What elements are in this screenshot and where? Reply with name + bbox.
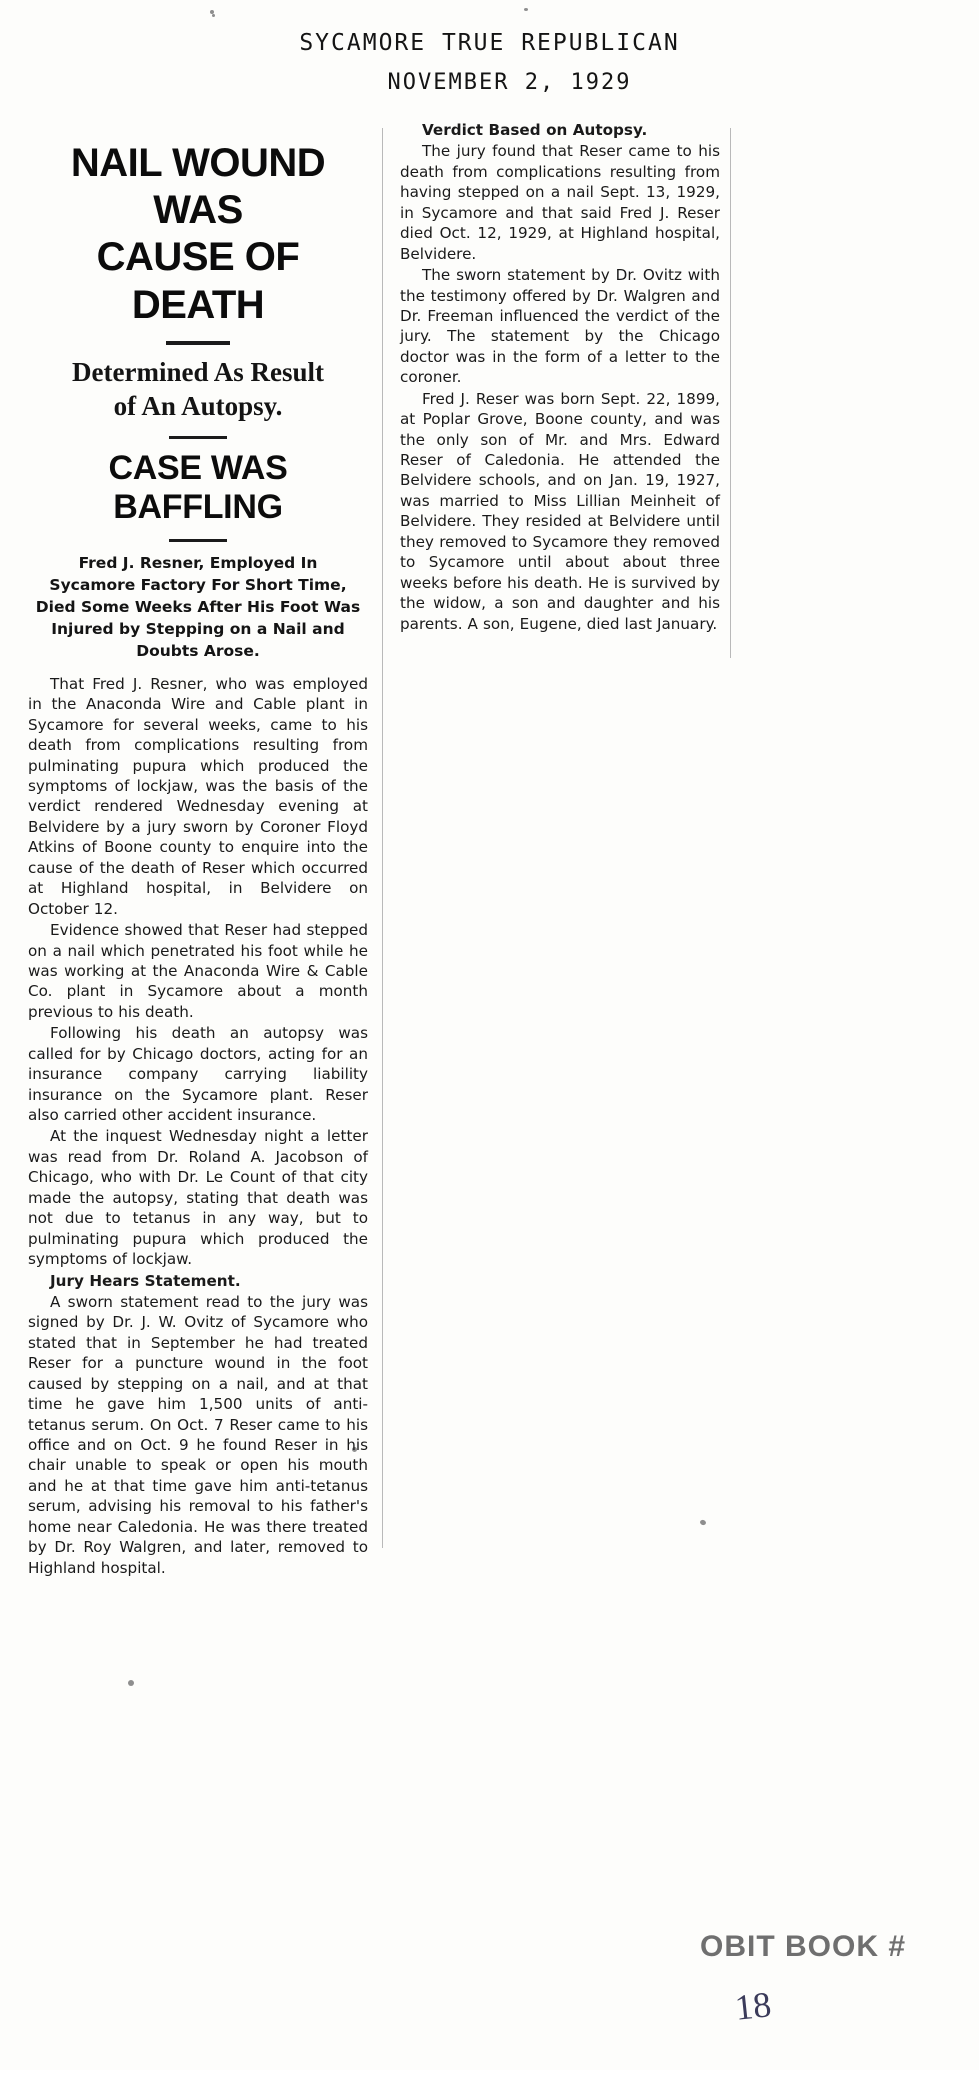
section-heading-jury-hears-statement: Jury Hears Statement. xyxy=(50,1271,241,1290)
right-column xyxy=(400,120,720,635)
column-edge-rule xyxy=(730,128,731,658)
deck-line-1: Determined As Result xyxy=(72,356,324,387)
paragraph: A sworn statement read to the jury was signed by Dr. J. W. Ovitz of Sycamore who stated that in September he had treated Reser for a puncture wound in the foot caused by stepping on a nail, and at that time he gave him 1,500 units of anti-tetanus serum. On Oct. 7 Reser came to his office and on Oct. 9 he found Reser in his chair unable to speak or open his mouth and he at that time gave him anti-tetanus serum, advising his removal to his father's home near Caledonia. He was there treated by Dr. Roy Walgren, and later, removed to Highland hospital. xyxy=(28,1292,368,1577)
paragraph: Fred J. Reser was born Sept. 22, 1899, at Poplar Grove, Boone county, and was the only son of Mr. and Mrs. Edward Reser of Caledonia. He attended the Belvidere schools, and on Jan. 19, 1927, was married to Miss Lillian Meinheit of Belvidere. They resided at Belvidere until they removed to Sycamore they removed to Sycamore until about about three weeks before his death. He is survived by the widow, a son and daughter and his parents. A son, Eugene, died last January. xyxy=(400,389,720,633)
page-bottom-edge xyxy=(0,2070,979,2076)
paragraph: The sworn statement by Dr. Ovitz with the testimony offered by Dr. Walgren and Dr. Freeman influenced the verdict of the jury. The statement by the Chicago doctor was in the form of a letter to the coroner. xyxy=(400,266,720,387)
headline-divider xyxy=(166,341,230,345)
masthead xyxy=(0,30,979,95)
column-divider-rule xyxy=(382,128,383,1548)
scan-speck xyxy=(128,1680,134,1686)
archive-stamp-number: 18 xyxy=(733,1984,773,2028)
paragraph: That Fred J. Resner, who was employed in the Anaconda Wire and Cable plant in Sycamore for several weeks, came to his death from complications resulting from pulminating pupura which produced the symptoms of lockjaw, was the basis of the verdict rendered Wednesday evening at Belvidere by a jury sworn by Coroner Floyd Atkins of Boone county to enquire into the cause of the death of Reser which occurred at Highland hospital, in Belvidere on October 12. xyxy=(28,674,368,918)
section-heading-verdict-based-on-autopsy: Verdict Based on Autopsy. xyxy=(422,121,648,139)
publication-date: NOVEMBER 2, 1929 xyxy=(387,70,632,95)
headline xyxy=(28,140,368,329)
left-column xyxy=(28,140,368,1579)
deck-divider xyxy=(169,436,227,439)
subhead-divider xyxy=(169,539,227,542)
subhead: CASE WAS BAFFLING xyxy=(108,448,288,526)
scan-speck xyxy=(699,1519,706,1526)
newspaper-name: SYCAMORE TRUE REPUBLICAN xyxy=(299,30,680,56)
paragraph: The jury found that Reser came to his death from complications resulting from having stepped on a nail Sept. 13, 1929, in Sycamore and that said Fred J. Reser died Oct. 12, 1929, at Highland hospital, Belvidere. xyxy=(400,142,720,263)
paragraph: Evidence showed that Reser had stepped on a nail which penetrated his foot while he was working at the Anaconda Wire & Cable Co. plant in Sycamore about a month previous to his death. xyxy=(28,921,368,1021)
left-column-body xyxy=(28,674,368,1578)
paragraph: At the inquest Wednesday night a letter was read from Dr. Roland A. Jacobson of Chicago, who with Dr. Le Count of that city made the autopsy, stating that death was not due to tetanus in any way, but to pulminating pupura which produced the symptoms of lockjaw. xyxy=(28,1127,368,1269)
deck-line-2: of An Autopsy. xyxy=(113,391,283,422)
scan-speck xyxy=(524,8,528,11)
scan-speck xyxy=(212,14,215,17)
archive-stamp-label: OBIT BOOK # xyxy=(700,1930,907,1963)
headline-line-2: CAUSE OF DEATH xyxy=(96,235,300,327)
paragraph: Following his death an autopsy was called for by Chicago doctors, acting for an insurance company carrying liability insurance on the Sycamore plant. Reser also carried other accident insurance. xyxy=(28,1024,368,1125)
deck xyxy=(28,355,368,424)
headline-line-1: NAIL WOUND WAS xyxy=(70,141,326,233)
right-column-body xyxy=(400,120,720,634)
kicker-summary: Fred J. Resner, Employed In Sycamore Factory For Short Time, Died Some Weeks After His Foot Was Injured by Stepping on a Nail and Doubts Arose. xyxy=(35,553,361,660)
